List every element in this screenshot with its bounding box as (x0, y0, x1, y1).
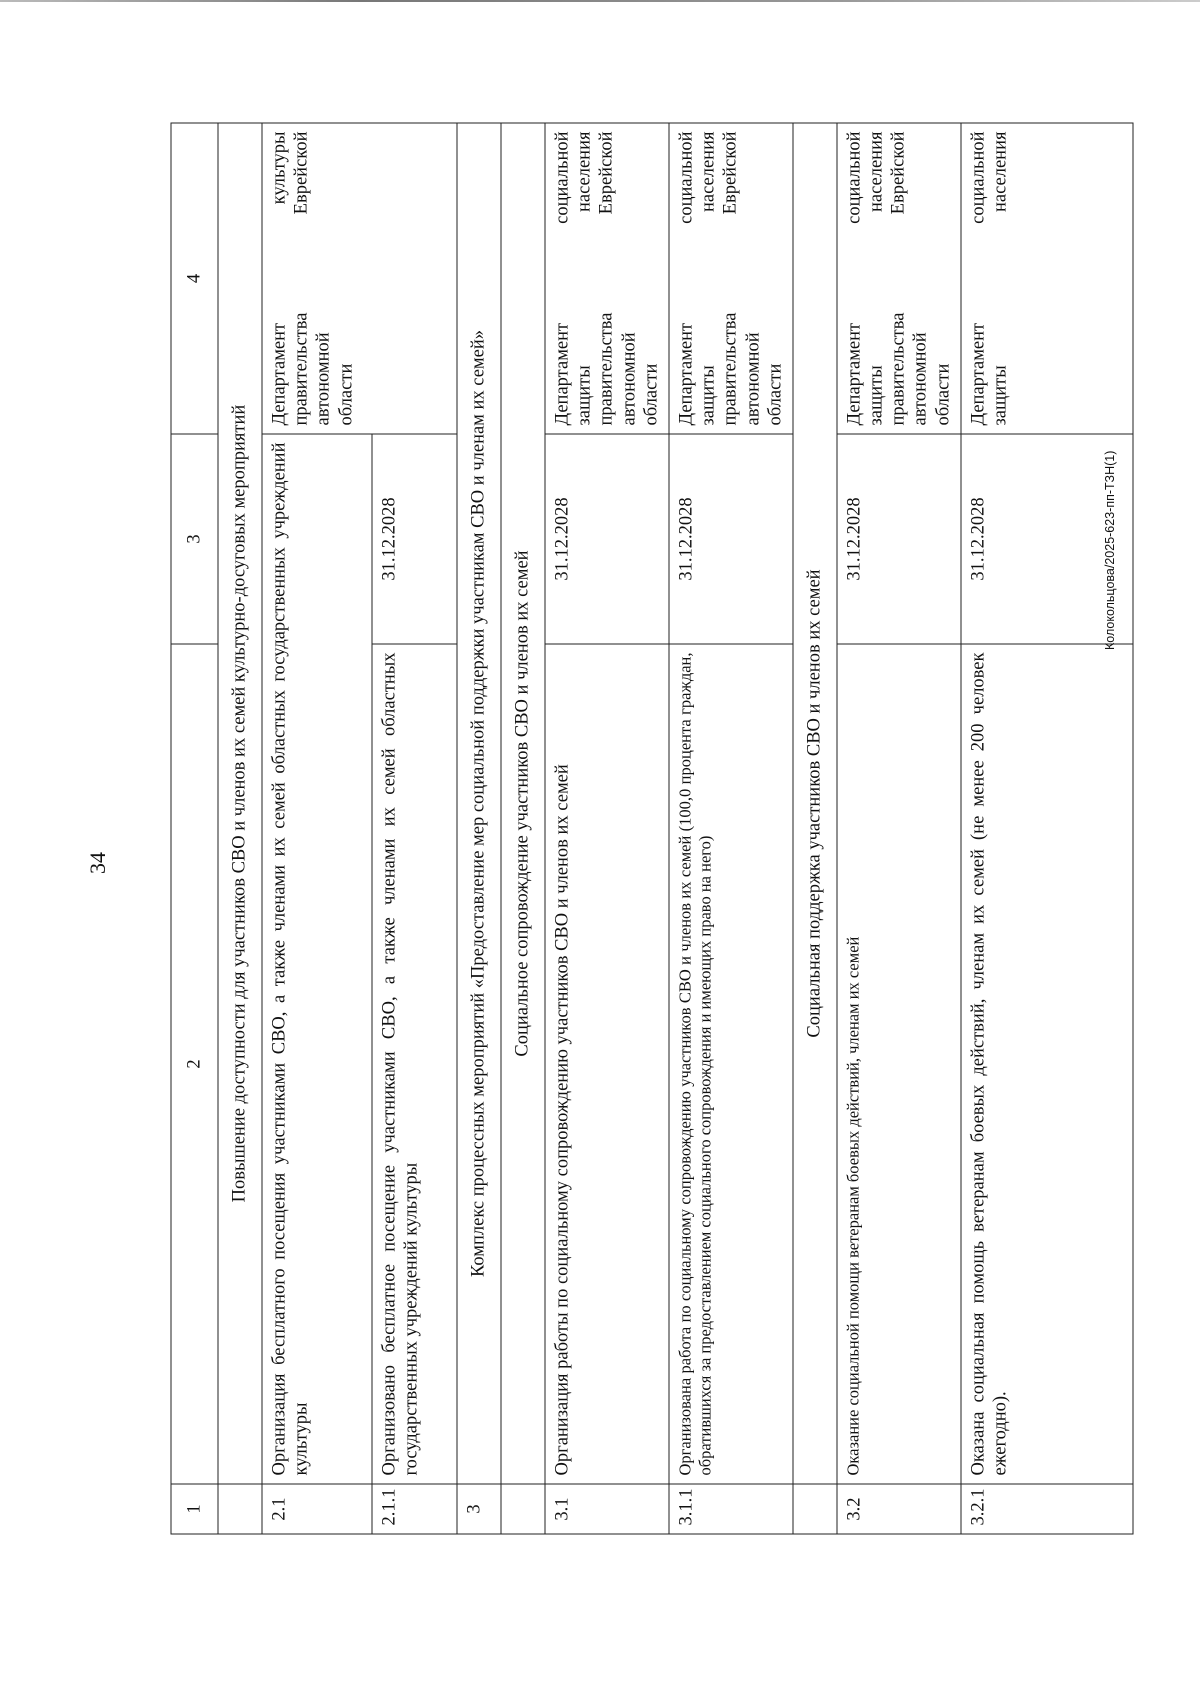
page-number: 34 (85, 852, 110, 874)
scan-edge-line (0, 0, 1200, 2)
section-row-soc-aid (792, 123, 836, 1534)
document-footer-code: Колокольцова/2025-623-пп-ТЗН(1) (1103, 450, 1117, 650)
row-number: 2.1 (262, 1484, 372, 1534)
responsible-department (960, 123, 1132, 434)
measures-table (170, 122, 1133, 1534)
section-title-culture: Повышение доступности для участников СВО и членов их семей культурно-досуговых мероприятий (218, 123, 262, 1484)
row-number: 3.1.1 (668, 1484, 792, 1534)
section-row-culture (218, 123, 262, 1534)
row-text: Организация работы по социальному сопровождению участников СВО и членов их семей (545, 644, 669, 1484)
row-number: 3.1 (545, 1484, 669, 1534)
row-number: 3.2 (836, 1484, 960, 1534)
department-left-text: Департамент защиты правительства автономной области (552, 312, 661, 425)
responsible-department (836, 123, 960, 434)
row-text: Оказание социальной помощи ветеранам боевых действий, членам их семей (836, 644, 960, 1484)
row-number: 2.1.1 (372, 1484, 457, 1534)
department-left-text: Департамент защиты правительства автономной области (843, 312, 953, 425)
row-text: Организована работа по социальному сопровождению участников СВО и членов их семей (100,0 процента граждан, обратившихся за предоставлением социального сопровождения и имеющих право на него) (668, 644, 792, 1484)
section-empty-cell (501, 1484, 545, 1534)
department-left-text: Департамент правительства автономной области (269, 312, 356, 425)
row-number: 3.2.1 (960, 1484, 1132, 1534)
section-empty-cell (218, 1484, 262, 1534)
complex-title: Комплекс процессных мероприятий «Предоставление мер социальной поддержки участникам СВО и членам их семей» (457, 123, 501, 1484)
table-row-3-2-1 (960, 123, 1132, 1534)
department-left-text: Департамент защиты (967, 322, 1010, 425)
department-right-text: социальной населения Еврейской (552, 131, 617, 224)
header-col-3: 3 (171, 434, 218, 644)
table-row-3-1 (545, 123, 669, 1534)
header-col-1: 1 (171, 1484, 218, 1534)
row-date: 31.12.2028 (372, 434, 457, 644)
row-date: 31.12.2028 (668, 434, 792, 644)
department-right-text: социальной населения Еврейской (675, 131, 741, 224)
department-left-text: Департамент защиты правительства автономной области (675, 312, 785, 425)
section-title-soc-support: Социальное сопровождение участников СВО и членов их семей (501, 123, 545, 1484)
department-right-text: культуры Еврейской (269, 131, 312, 214)
responsible-department (262, 123, 457, 434)
row-text: Организация бесплатного посещения участниками СВО, а также членами их семей областных государственных учреждений культуры (262, 434, 372, 1484)
table-row-2-1 (262, 123, 372, 1534)
row-date: 31.12.2028 (960, 434, 1132, 644)
row-number: 3 (457, 1484, 501, 1534)
row-text: Организовано бесплатное посещение участниками СВО, а также членами их семей областных государственных учреждений культуры (372, 644, 457, 1484)
table-row-3-1-1 (668, 123, 792, 1534)
row-date: 31.12.2028 (545, 434, 669, 644)
row-date: 31.12.2028 (836, 434, 960, 644)
responsible-department (545, 123, 669, 434)
section-row-soc-support (501, 123, 545, 1534)
table-row-3 (457, 123, 501, 1534)
section-empty-cell (792, 1484, 836, 1534)
section-title-soc-aid: Социальная поддержка участников СВО и членов их семей (792, 123, 836, 1484)
header-col-2: 2 (171, 644, 218, 1484)
header-col-4: 4 (171, 123, 218, 434)
table-row-3-2 (836, 123, 960, 1534)
table-header-row (171, 123, 218, 1534)
department-right-text: социальной населения Еврейской (843, 131, 909, 224)
row-text: Оказана социальная помощь ветеранам боевых действий, членам их семей (не менее 200 человек ежегодно). (960, 644, 1132, 1484)
responsible-department (668, 123, 792, 434)
department-right-text: социальной населения (967, 131, 1010, 224)
rotated-table-container (170, 123, 1122, 1534)
